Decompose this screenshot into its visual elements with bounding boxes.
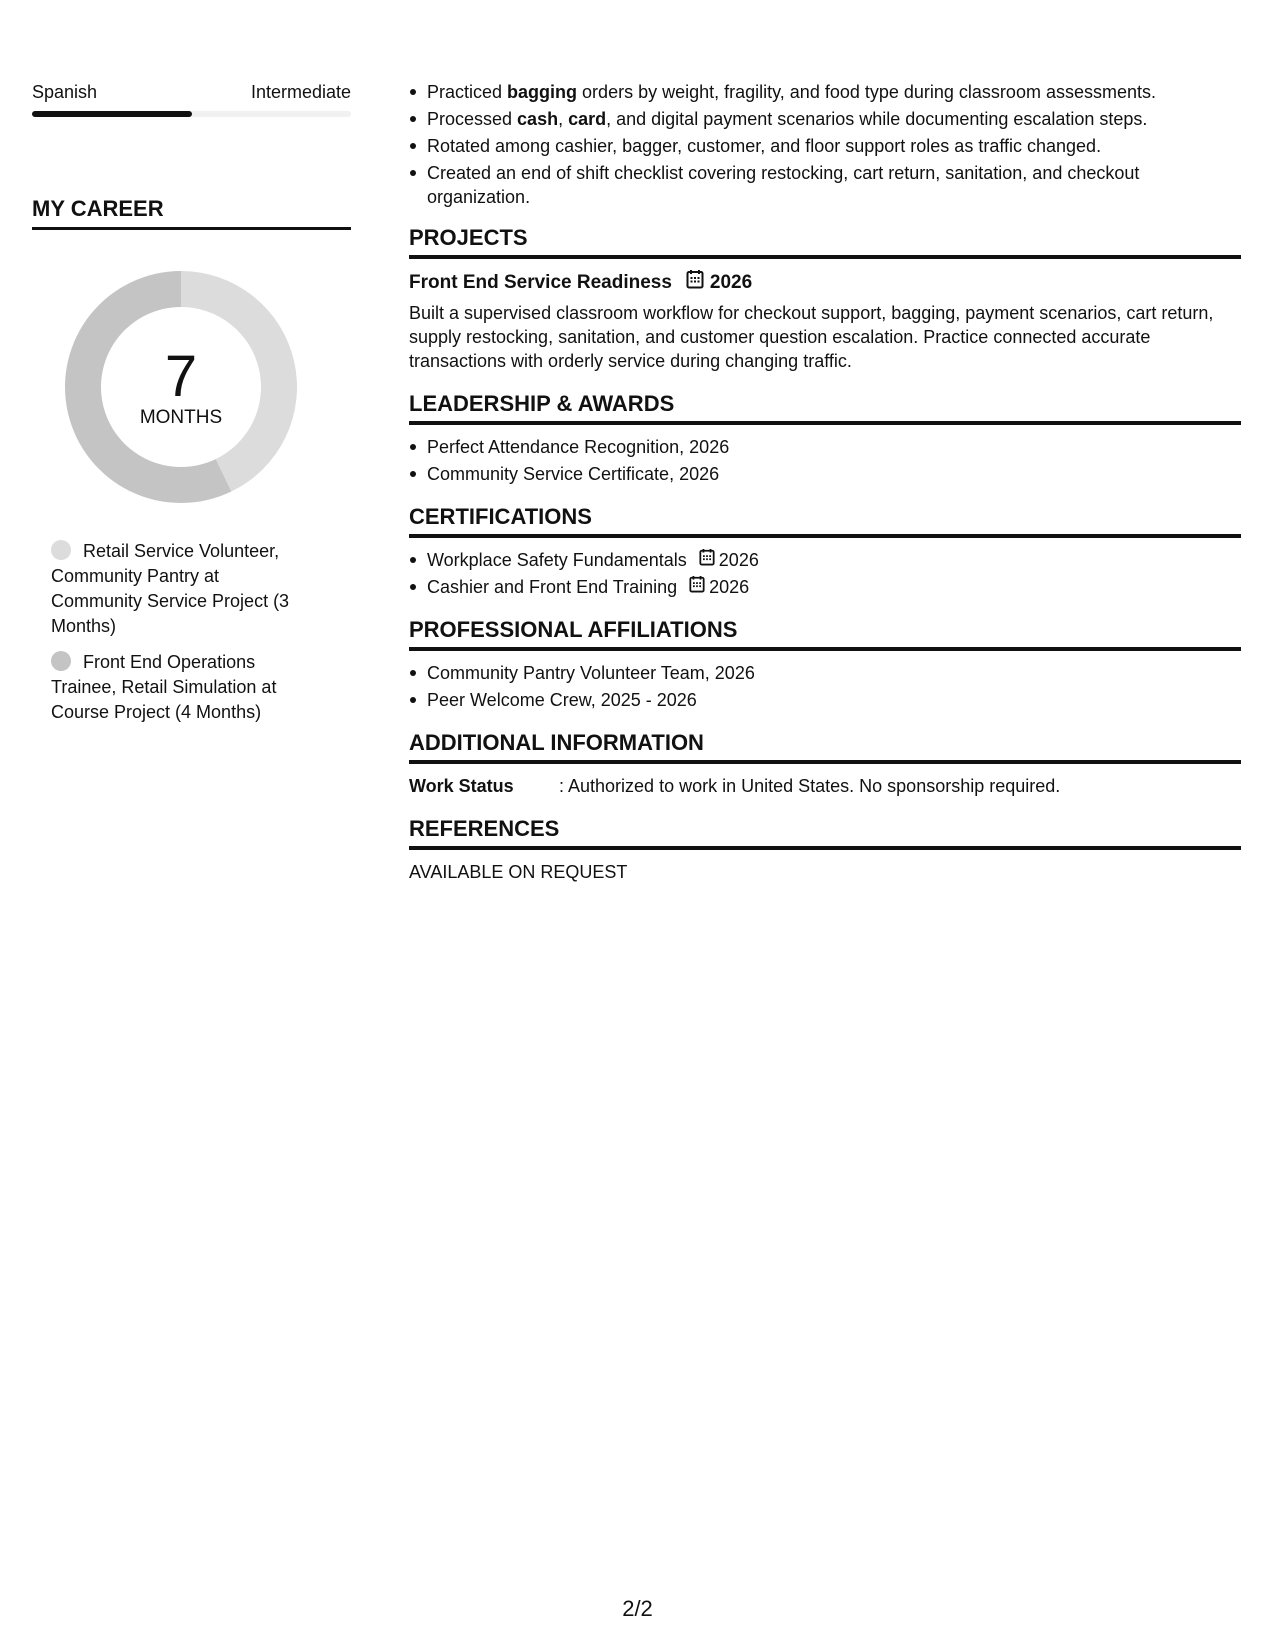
- bullet-text: , and digital payment scenarios while documenting escalation steps.: [606, 109, 1148, 129]
- career-heading: MY CAREER: [32, 196, 351, 230]
- project-title-row: [409, 269, 1241, 296]
- work-status-value: : Authorized to work in United States. No sponsorship required.: [559, 776, 1061, 796]
- career-legend-item: [51, 539, 311, 639]
- awards-list: [409, 435, 1241, 486]
- work-status-row: [409, 774, 1241, 798]
- experience-bullets: [409, 80, 1241, 209]
- calendar-icon: [686, 269, 704, 296]
- project-year: 2026: [709, 271, 753, 293]
- award-item: Perfect Attendance Recognition, 2026: [409, 435, 1241, 459]
- calendar-icon: [699, 548, 715, 572]
- experience-bullet: [409, 161, 1241, 209]
- bullet-text: Practiced: [427, 82, 508, 102]
- language-row: [32, 81, 351, 103]
- experience-bullet: [409, 107, 1241, 131]
- legend-label: Front End Operations Trainee, Retail Simulation at Course Project (4 Months): [51, 652, 277, 722]
- project-description: Built a supervised classroom workflow for checkout support, bagging, payment scenarios, cart return, supply restocking, sanitation, and customer question escalation. Practice connected accurate transactions with orderly service during changing traffic.: [409, 303, 1214, 371]
- language-proficiency-bar: [32, 111, 351, 117]
- certification-date: [687, 548, 759, 572]
- certification-year: 2026: [718, 550, 759, 570]
- bullet-text: Rotated among cashier, bagger, customer, and floor support roles as traffic changed.: [427, 136, 1102, 156]
- affiliation-item: Peer Welcome Crew, 2025 - 2026: [409, 688, 1241, 712]
- language-level: Intermediate: [250, 82, 351, 102]
- calendar-icon: [689, 575, 705, 599]
- awards-heading: LEADERSHIP & AWARDS: [409, 391, 1241, 425]
- experience-bullet: [409, 134, 1241, 158]
- career-donut-chart: [65, 271, 297, 503]
- donut-center: [65, 271, 297, 503]
- bullet-text: Processed: [427, 109, 518, 129]
- language-proficiency-fill: [32, 111, 192, 117]
- affiliations-list: [409, 661, 1241, 712]
- page-number: 2/2: [622, 1596, 653, 1621]
- certification-name: Workplace Safety Fundamentals: [427, 550, 687, 570]
- career-legend: [51, 539, 311, 725]
- bullet-text: ,: [558, 109, 569, 129]
- certification-year: 2026: [709, 577, 750, 597]
- bullet-keyword: cash: [517, 109, 559, 129]
- language-name: Spanish: [32, 82, 98, 102]
- affiliation-item: Community Pantry Volunteer Team, 2026: [409, 661, 1241, 685]
- award-item: Community Service Certificate, 2026: [409, 462, 1241, 486]
- legend-label: Retail Service Volunteer, Community Pantry at Community Service Project (3 Months): [51, 541, 290, 636]
- references-text: AVAILABLE ON REQUEST: [409, 862, 628, 882]
- certification-item: [409, 548, 1241, 572]
- certifications-list: [409, 548, 1241, 599]
- certification-name: Cashier and Front End Training: [427, 577, 678, 597]
- certifications-heading: CERTIFICATIONS: [409, 504, 1241, 538]
- work-status-label: Work Status: [409, 776, 514, 796]
- certification-date: [677, 575, 749, 599]
- career-total-unit: MONTHS: [139, 407, 223, 428]
- right-column: [409, 80, 1241, 884]
- experience-bullet: [409, 80, 1241, 104]
- legend-dot-icon: [51, 540, 71, 560]
- bullet-text: Created an end of shift checklist covering restocking, cart return, sanitation, and checkout organization.: [427, 163, 1140, 207]
- left-column: [32, 81, 351, 736]
- certification-item: [409, 575, 1241, 599]
- projects-heading: PROJECTS: [409, 225, 1241, 259]
- career-total-value: 7: [164, 344, 198, 409]
- affiliations-heading: PROFESSIONAL AFFILIATIONS: [409, 617, 1241, 651]
- career-legend-item: [51, 650, 311, 725]
- bullet-keyword: card: [568, 109, 607, 129]
- bullet-keyword: bagging: [507, 82, 578, 102]
- bullet-text: orders by weight, fragility, and food type during classroom assessments.: [577, 82, 1156, 102]
- project-title: Front End Service Readiness: [409, 271, 672, 293]
- additional-info-heading: ADDITIONAL INFORMATION: [409, 730, 1241, 764]
- references-heading: REFERENCES: [409, 816, 1241, 850]
- legend-dot-icon: [51, 651, 71, 671]
